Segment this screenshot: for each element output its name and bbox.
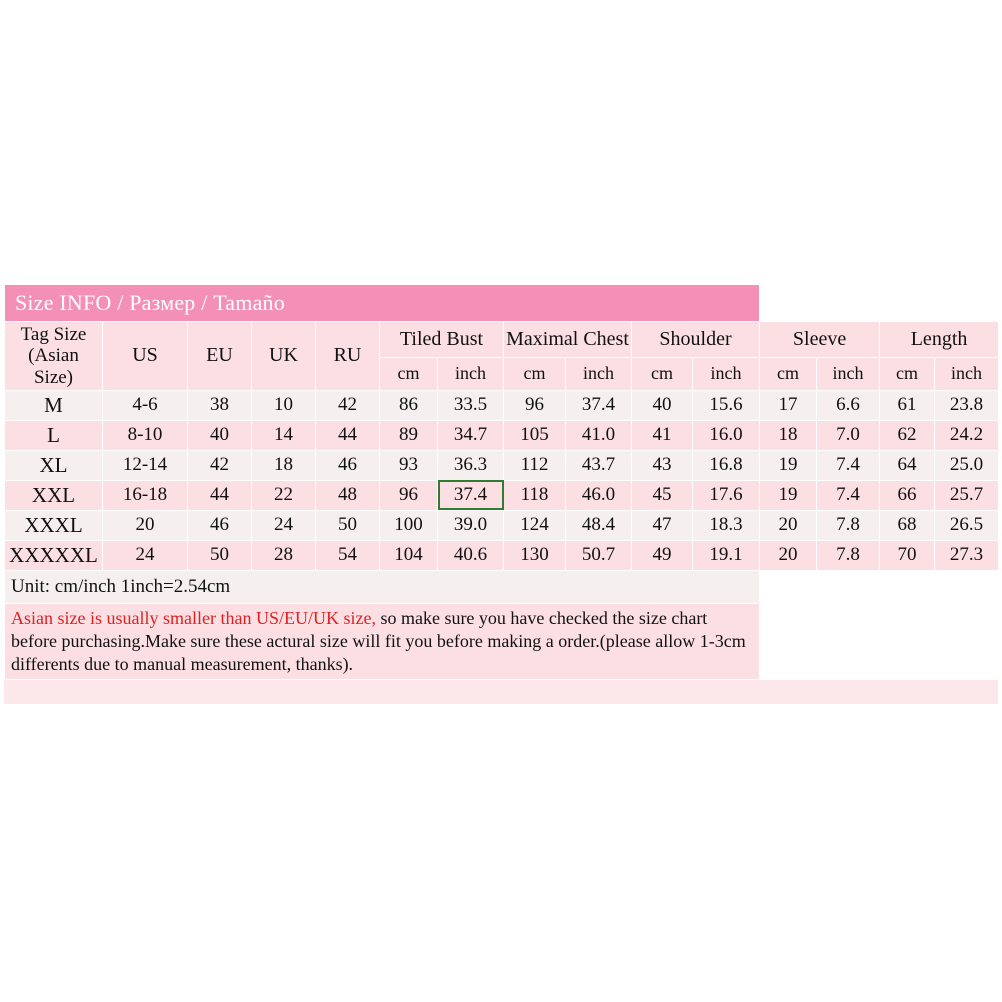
- banner-title: Size INFO / Размер / Tamaño: [5, 285, 760, 322]
- cell-ru: 44: [316, 420, 380, 450]
- header-shoulder-cm: cm: [632, 357, 693, 390]
- cell-size: XL: [5, 450, 103, 480]
- cell-shoulder-cm: 40: [632, 390, 693, 420]
- cell-bust-inch: 34.7: [438, 420, 504, 450]
- unit-blank-4: [935, 570, 999, 603]
- header-sleeve-inch: inch: [817, 357, 880, 390]
- cell-length-inch: 24.2: [935, 420, 999, 450]
- cell-sleeve-cm: 19: [760, 480, 817, 510]
- table-row: [5, 510, 999, 540]
- header-tag-size: Tag Size (Asian Size): [5, 322, 103, 391]
- cell-size: XXL: [5, 480, 103, 510]
- cell-uk: 10: [252, 390, 316, 420]
- cell-length-inch: 25.0: [935, 450, 999, 480]
- cell-chest-cm: 105: [504, 420, 566, 450]
- table-row: [5, 480, 999, 510]
- cell-uk: 14: [252, 420, 316, 450]
- cell-length-cm: 68: [880, 510, 935, 540]
- warning-note-rest: so make sure you have checked the size chart before purchasing.Make sure these actural size will fit you before making a order.(please allow 1-3cm differents due to manual measurement, thanks).: [11, 607, 746, 674]
- cell-ru: 42: [316, 390, 380, 420]
- cell-length-cm: 70: [880, 540, 935, 570]
- header-tiled-bust: Tiled Bust: [380, 322, 504, 358]
- cell-sleeve-inch: 7.4: [817, 450, 880, 480]
- warn-blank-4: [935, 603, 999, 679]
- cell-sleeve-cm: 19: [760, 450, 817, 480]
- cell-bust-inch: 39.0: [438, 510, 504, 540]
- cell-ru: 48: [316, 480, 380, 510]
- cell-us: 8-10: [103, 420, 188, 450]
- bottom-background-strip: [4, 680, 998, 704]
- header-uk: UK: [252, 322, 316, 391]
- cell-size: M: [5, 390, 103, 420]
- warning-note-row: [5, 603, 999, 679]
- cell-uk: 18: [252, 450, 316, 480]
- cell-shoulder-inch: 15.6: [693, 390, 760, 420]
- banner-blank-2: [817, 285, 880, 322]
- cell-chest-inch: 50.7: [566, 540, 632, 570]
- cell-size: XXXXXL: [5, 540, 103, 570]
- size-chart-container: [4, 284, 998, 680]
- warning-note: [5, 603, 760, 679]
- cell-sleeve-inch: 7.4: [817, 480, 880, 510]
- header-chest-inch: inch: [566, 357, 632, 390]
- cell-bust-cm: 89: [380, 420, 438, 450]
- cell-chest-cm: 118: [504, 480, 566, 510]
- table-row: [5, 450, 999, 480]
- cell-length-cm: 62: [880, 420, 935, 450]
- cell-us: 16-18: [103, 480, 188, 510]
- cell-shoulder-cm: 49: [632, 540, 693, 570]
- header-chest-cm: cm: [504, 357, 566, 390]
- header-bust-cm: cm: [380, 357, 438, 390]
- cell-sleeve-inch: 7.8: [817, 540, 880, 570]
- cell-length-cm: 66: [880, 480, 935, 510]
- banner-blank-1: [760, 285, 817, 322]
- cell-bust-cm: 86: [380, 390, 438, 420]
- cell-ru: 54: [316, 540, 380, 570]
- header-sleeve-cm: cm: [760, 357, 817, 390]
- header-maximal-chest: Maximal Chest: [504, 322, 632, 358]
- cell-eu: 46: [188, 510, 252, 540]
- size-chart-table: [4, 284, 999, 680]
- cell-length-inch: 23.8: [935, 390, 999, 420]
- cell-bust-inch: 33.5: [438, 390, 504, 420]
- cell-shoulder-inch: 16.8: [693, 450, 760, 480]
- cell-us: 4-6: [103, 390, 188, 420]
- unit-blank-1: [760, 570, 817, 603]
- cell-sleeve-cm: 20: [760, 540, 817, 570]
- banner-blank-4: [935, 285, 999, 322]
- table-row: [5, 390, 999, 420]
- cell-length-inch: 25.7: [935, 480, 999, 510]
- cell-eu: 44: [188, 480, 252, 510]
- unit-note-row: [5, 570, 999, 603]
- header-group-row: [5, 322, 999, 358]
- cell-shoulder-cm: 43: [632, 450, 693, 480]
- cell-bust-inch: 36.3: [438, 450, 504, 480]
- cell-bust-cm: 100: [380, 510, 438, 540]
- cell-shoulder-cm: 45: [632, 480, 693, 510]
- unit-blank-3: [880, 570, 935, 603]
- cell-length-inch: 26.5: [935, 510, 999, 540]
- cell-bust-cm: 104: [380, 540, 438, 570]
- warn-blank-3: [880, 603, 935, 679]
- cell-eu: 40: [188, 420, 252, 450]
- unit-note: Unit: cm/inch 1inch=2.54cm: [5, 570, 760, 603]
- cell-size: L: [5, 420, 103, 450]
- cell-bust-cm: 96: [380, 480, 438, 510]
- cell-length-cm: 64: [880, 450, 935, 480]
- banner-blank-3: [880, 285, 935, 322]
- cell-us: 24: [103, 540, 188, 570]
- cell-shoulder-inch: 19.1: [693, 540, 760, 570]
- cell-size: XXXL: [5, 510, 103, 540]
- header-sleeve: Sleeve: [760, 322, 880, 358]
- cell-ru: 46: [316, 450, 380, 480]
- warn-blank-1: [760, 603, 817, 679]
- cell-ru: 50: [316, 510, 380, 540]
- cell-sleeve-inch: 6.6: [817, 390, 880, 420]
- cell-sleeve-cm: 20: [760, 510, 817, 540]
- cell-chest-inch: 46.0: [566, 480, 632, 510]
- cell-chest-cm: 124: [504, 510, 566, 540]
- table-row: [5, 540, 999, 570]
- cell-shoulder-inch: 18.3: [693, 510, 760, 540]
- cell-bust-inch: 40.6: [438, 540, 504, 570]
- header-length: Length: [880, 322, 999, 358]
- cell-chest-cm: 96: [504, 390, 566, 420]
- cell-sleeve-inch: 7.0: [817, 420, 880, 450]
- header-shoulder-inch: inch: [693, 357, 760, 390]
- cell-chest-cm: 130: [504, 540, 566, 570]
- cell-chest-inch: 37.4: [566, 390, 632, 420]
- cell-sleeve-cm: 18: [760, 420, 817, 450]
- cell-chest-cm: 112: [504, 450, 566, 480]
- cell-bust-cm: 93: [380, 450, 438, 480]
- header-ru: RU: [316, 322, 380, 391]
- cell-chest-inch: 43.7: [566, 450, 632, 480]
- cell-uk: 24: [252, 510, 316, 540]
- header-shoulder: Shoulder: [632, 322, 760, 358]
- cell-chest-inch: 41.0: [566, 420, 632, 450]
- unit-blank-2: [817, 570, 880, 603]
- cell-length-inch: 27.3: [935, 540, 999, 570]
- cell-shoulder-cm: 47: [632, 510, 693, 540]
- table-row: [5, 420, 999, 450]
- cell-sleeve-inch: 7.8: [817, 510, 880, 540]
- cell-length-cm: 61: [880, 390, 935, 420]
- header-eu: EU: [188, 322, 252, 391]
- cell-shoulder-inch: 17.6: [693, 480, 760, 510]
- cell-uk: 22: [252, 480, 316, 510]
- header-bust-inch: inch: [438, 357, 504, 390]
- cell-bust-inch-selected[interactable]: 37.4: [438, 480, 504, 510]
- cell-shoulder-inch: 16.0: [693, 420, 760, 450]
- warning-note-red: Asian size is usually smaller than US/EU/UK size,: [11, 607, 376, 628]
- cell-us: 12-14: [103, 450, 188, 480]
- cell-eu: 50: [188, 540, 252, 570]
- banner-row: [5, 285, 999, 322]
- cell-eu: 42: [188, 450, 252, 480]
- cell-chest-inch: 48.4: [566, 510, 632, 540]
- header-length-cm: cm: [880, 357, 935, 390]
- cell-sleeve-cm: 17: [760, 390, 817, 420]
- header-us: US: [103, 322, 188, 391]
- warn-blank-2: [817, 603, 880, 679]
- cell-us: 20: [103, 510, 188, 540]
- cell-shoulder-cm: 41: [632, 420, 693, 450]
- cell-uk: 28: [252, 540, 316, 570]
- header-length-inch: inch: [935, 357, 999, 390]
- cell-eu: 38: [188, 390, 252, 420]
